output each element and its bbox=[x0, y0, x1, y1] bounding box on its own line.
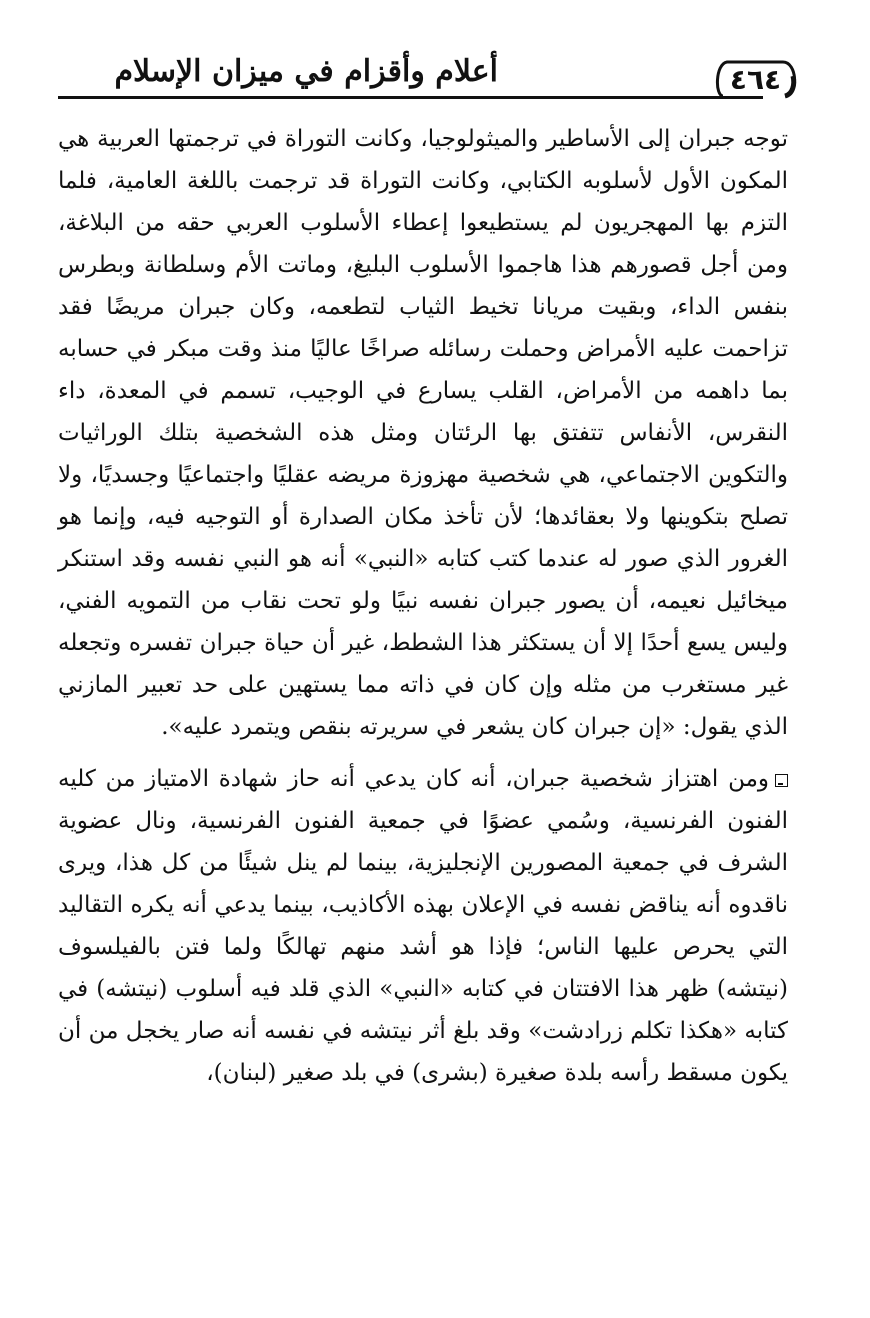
paragraph-2 bbox=[58, 758, 788, 1094]
page-header bbox=[58, 46, 788, 104]
paragraph-2-text: ومن اهتزاز شخصية جبران، أنه كان يدعي أنه حاز شهادة الامتياز من كليه الفنون الفرنسية، وسُمي عضوًا في جمعية الفنون الفرنسية، ونال عضوية الشرف في جمعية المصورين الإنجليزية، بينما لم ينل شيئًا من كل هذا، ويرى ناقدوه أنه يناقض نفسه في الإعلان بهذه الأكاذيب، بينما يدعي أنه يكره التقاليد التي يحرص عليها الناس؛ فإذا هو أشد منهم تهالكًا ولما فتن بالفيلسوف (نيتشه) ظهر هذا الافتتان في كتابه «النبي» الذي قلد فيه أسلوب (نيتشه) في كتابه «هكذا تكلم زرادشت» وقد بلغ أثر نيتشه في نفسه أنه صار يخجل من أن يكون مسقط رأسه بلدة صغيرة (بشرى) في بلد صغير (لبنان)، bbox=[58, 766, 788, 1086]
page-number: ٤٦٤ bbox=[729, 63, 782, 96]
paragraph-marker-icon bbox=[775, 774, 788, 787]
paragraph-1: توجه جبران إلى الأساطير والميثولوجيا، وكانت التوراة في ترجمتها العربية هي المكون الأول لأسلوبه الكتابي، وكانت التوراة قد ترجمت باللغة العامية، فلما التزم بها المهجريون لم يستطيعوا إعطاء الأسلوب العربي حقه من البلاغة، ومن أجل قصورهم هذا هاجموا الأسلوب البليغ، وماتت الأم وسلطانة وبطرس بنفس الداء، وبقيت مريانا تخيط الثياب لتطعمه، وكان جبران مريضًا فقد تزاحمت عليه الأمراض وحملت رسائله صراخًا عاليًا منذ وقت مبكر في حسابه بما داهمه من الأمراض، القلب يسارع في الوجيب، تسمم في المعدة، داء النقرس، الأنفاس تتفتق بها الرئتان ومثل هذه الشخصية بتلك الوراثيات والتكوين الاجتماعي، هي شخصية مهزوزة مريضه عقليًا واجتماعيًا وجسديًا، ولا تصلح بتكوينها ولا بعقائدها؛ لأن تأخذ مكان الصدارة أو التوجيه فيه، وإنما هو الغرور الذي صور له عندما كتب كتابه «النبي» أنه هو النبي نفسه وقد استنكر ميخائيل نعيمه، أن يصور جبران نفسه نبيًا ولو تحت نقاب من التمويه الفني، وليس يسع أحدًا إلا أن يستكثر هذا الشطط، غير أن حياة جبران تفسره وتجعله غير مستغرب من مثله وإن كان في ذاته مما يستهين على حد تعبير المازني الذي يقول: «إن جبران كان يشعر في سريرته بنقص ويتمرد عليه». bbox=[58, 126, 788, 740]
header-rule bbox=[58, 96, 763, 99]
body-text bbox=[58, 118, 788, 1094]
running-title: أعلام وأقزام في ميزان الإسلام bbox=[114, 54, 498, 89]
